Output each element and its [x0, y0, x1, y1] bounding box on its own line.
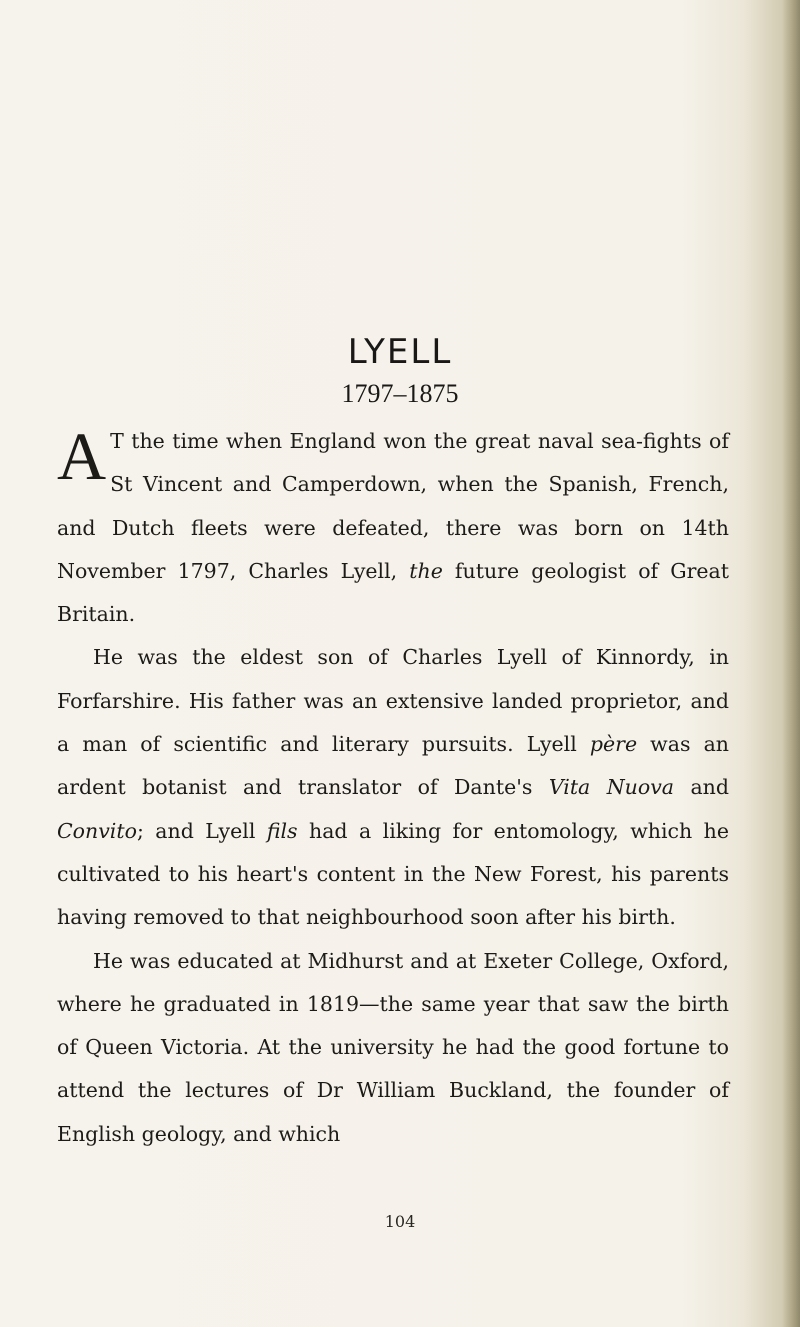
italic-fils: fils — [266, 818, 298, 843]
paragraph-1-italic: the — [409, 558, 443, 583]
italic-convito: Convito — [57, 818, 137, 843]
chapter-title: LYELL — [347, 332, 453, 372]
paragraph-3-text: He was educated at Midhurst and at Exeter College, Oxford, where he graduated in 1819—the same year that saw the birth of Queen Victoria. At the university he had the good fortune to attend the lectures of Dr William Buckland, the founder of English geology, and which — [57, 948, 729, 1146]
chapter-dates: 1797–1875 — [341, 379, 459, 408]
paragraph-2-part-c: and — [674, 775, 729, 800]
paragraph-2-part-a: He was the eldest son of Charles Lyell of Kinnordy, in Forfarshire. His father was an extensive landed proprietor, and a man of scientific and literary pursuits. Lyell — [57, 645, 729, 757]
italic-vita-nuova: Vita Nuova — [548, 775, 674, 800]
paragraph-1-text: T the time when England won the great naval sea-fights of St Vincent and Camperdown, when the Spanish, French, and Dutch fleets were defeated, there was born on 14th November 1797, Charles Lyell, — [57, 429, 729, 583]
page-number: 104 — [384, 1212, 416, 1231]
body-text — [57, 420, 729, 1156]
paragraph-1 — [57, 420, 729, 636]
paragraph-2-part-b: was an ardent botanist and translator of Dante's — [57, 732, 729, 800]
paragraph-1-text-end: future geologist of Great Britain. — [57, 558, 730, 627]
drop-cap: A — [57, 418, 107, 494]
paragraph-3 — [57, 940, 729, 1156]
italic-pere: père — [589, 732, 638, 757]
page-edge-shadow — [782, 0, 800, 1327]
paragraph-2 — [57, 636, 729, 939]
paragraph-2-part-d: ; and Lyell — [136, 818, 267, 843]
paragraph-2-part-e: had a liking for entomology, which he cultivated to his heart's content in the New Forest, his parents having removed to that neighbourhood soon after his birth. — [57, 818, 729, 930]
